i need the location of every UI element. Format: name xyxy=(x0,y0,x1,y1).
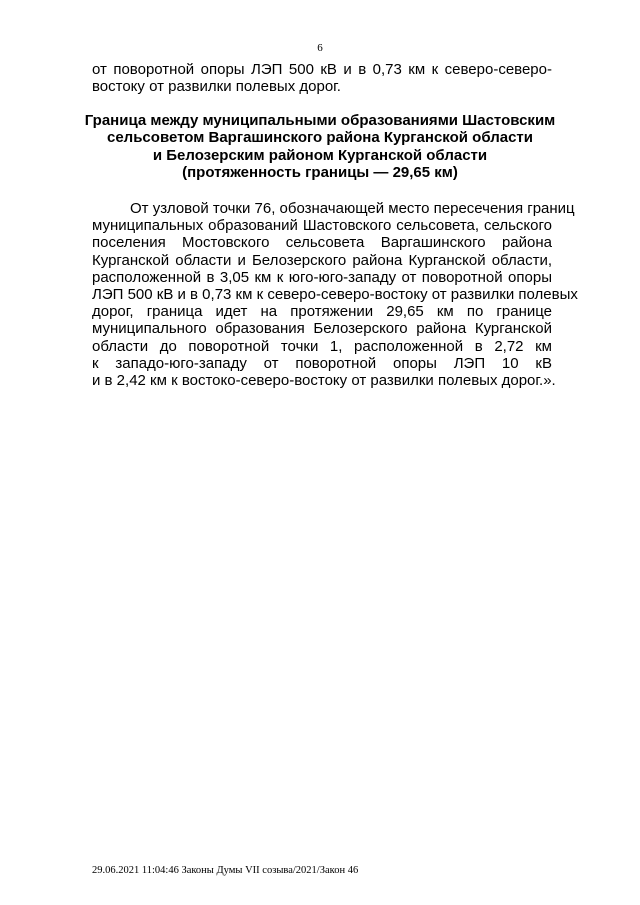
text-line: поселения Мостовского сельсовета Варгашинского района xyxy=(92,234,552,252)
text-line: от поворотной опоры ЛЭП 500 кВ и в 0,73 км к северо-северо- xyxy=(92,61,552,78)
section-heading xyxy=(80,112,560,182)
text-line: востоку от развилки полевых дорог. xyxy=(92,78,341,96)
text-line: муниципального образования Белозерского района Курганской xyxy=(92,320,552,338)
text-line: дорог, граница идет на протяжении 29,65 км по границе xyxy=(92,303,552,321)
boundary-description-paragraph xyxy=(92,200,578,390)
text-line: и в 2,42 км к востоко-северо-востоку от развилки полевых дорог.». xyxy=(92,372,556,390)
text-line: Курганской области и Белозерского района Курганской области, xyxy=(92,251,552,269)
text-line: ЛЭП 500 кВ и в 0,73 км к северо-северо-востоку от развилки полевых xyxy=(92,286,578,304)
text-line: к западо-юго-западу от поворотной опоры ЛЭП 10 кВ xyxy=(92,354,552,372)
heading-line: Граница между муниципальными образованиями Шастовским xyxy=(84,112,556,129)
continuation-text xyxy=(92,61,552,95)
heading-line: (протяженность границы — 29,65 км) xyxy=(182,164,458,182)
document-footer: 29.06.2021 11:04:46 Законы Думы VII созыва/2021/Закон 46 xyxy=(92,865,359,876)
page-number: 6 xyxy=(317,42,323,54)
text-line: расположенной в 3,05 км к юго-юго-западу от поворотной опоры xyxy=(92,268,552,286)
text-line: муниципальных образований Шастовского сельсовета, сельского xyxy=(92,217,552,235)
heading-line: и Белозерским районом Курганской области xyxy=(152,146,488,164)
heading-line: сельсоветом Варгашинского района Курганской области xyxy=(107,129,533,147)
text-line: От узловой точки 76, обозначающей место пересечения границ xyxy=(130,200,575,217)
text-line: области до поворотной точки 1, расположенной в 2,72 км xyxy=(92,337,552,355)
